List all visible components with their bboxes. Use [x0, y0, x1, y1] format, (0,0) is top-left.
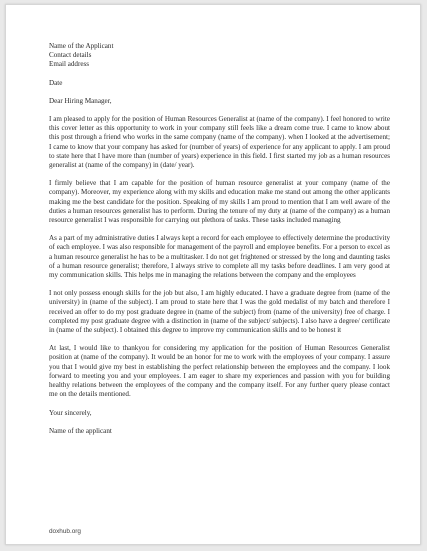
paragraph-duties: As a part of my administrative duties I always kept a record for each employee to effectively determine the productivity of each employee. I was also responsible for management of the payroll and employee benefits. For a person to excel as a human resource generalist he has to be a multitasker. I do not get frightened or stressed by the long and daunting tasks of a human resource generalist; therefore, I always strive to complete all my tasks before deadlines. I am very good at my communication skills. This helps me in managing the relations between the company and the employees	[49, 234, 390, 280]
sender-contact: Contact details	[49, 51, 92, 60]
letter-date: Date	[49, 78, 63, 87]
paragraph-capability: I firmly believe that I am capable for the position of human resource generalist at your company (name of the company). Moreover, my experience along with my skills and education make me stand out among the other applicants making me the best candidate for the position. Speaking of my skills I am proud to mention that I am well aware of the duties a human resources generalist has to perform. During the tenure of my duty at (name of the company) as a human resource generalist I was responsible for carrying out plethora of tasks. These tasks included managing	[49, 179, 390, 225]
sender-name: Name of the Applicant	[49, 42, 114, 50]
paragraph-closing: At last, I would like to thankyou for considering my application for the position of Human Resources Generalist position at (name of the company). It would be an honor for me to work with the employees of your company. I assure you that I would give my best in establishing the perfect relationship between the employees and the company. I look forward to meeting you and your employees. I am eager to share my experiences and passion with you for building healthy relations between the employees of the company and the company itself. For any further query please contact me on the details mentioned.	[49, 344, 390, 399]
letter-page	[5, 4, 421, 545]
letter-body	[49, 42, 390, 436]
sender-email: Email address	[49, 60, 89, 69]
footer-site-label: doxhub.org	[49, 528, 81, 535]
signature: Name of the applicant	[49, 426, 112, 435]
salutation: Dear Hiring Manager,	[49, 96, 112, 105]
closing: Your sincerely,	[49, 408, 92, 417]
paragraph-education: I not only possess enough skills for the job but also, I am highly educated. I have a graduate degree from (name of the university) in (name of the subject). I am proud to state here that I was the gold medalist of my batch and therefore I received an offer to do my post graduate degree in (name of the subject) from (name of the university) free of charge. I completed my post graduate degree with a distinction in (name of the subject/ subjects). I also have a degree/ certificate in (name of the subject). I obtained this degree to improve my communication skills and to be honest it	[49, 289, 390, 335]
paragraph-intro: I am pleased to apply for the position of Human Resources Generalist at (name of the company). I feel honored to write this cover letter as this opportunity to work in your company still feels like a dream come true. I came to know about this post through a friend who works in the same company (name of the company). when I looked at the advertisement; I came to know that your company has asked for (number of years) of experience for any applicant to apply. I am proud to state here that I have more than (number of years) experience in this field. I first started my job as a human resources generalist at (name of the company) in (date/ year).	[49, 115, 390, 170]
